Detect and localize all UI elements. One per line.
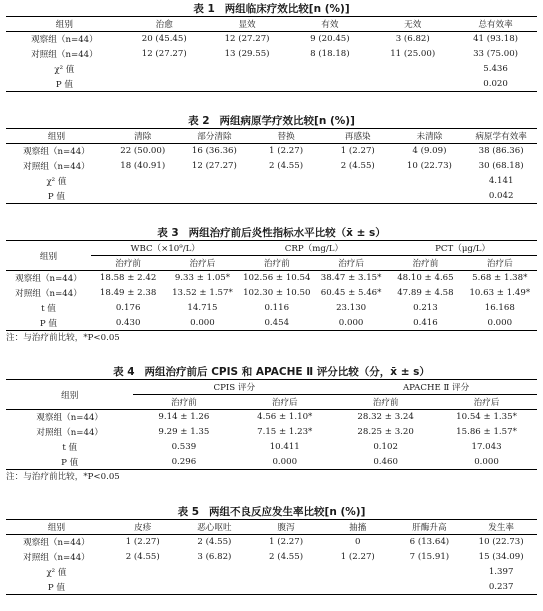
table-cell — [107, 189, 179, 204]
table-cell: 0.020 — [483, 78, 508, 89]
table-cell: 15 (34.09) — [478, 552, 524, 562]
table-cell: 2 (4.55) — [125, 552, 160, 562]
table-row — [6, 301, 537, 316]
table-cell — [322, 189, 394, 204]
table-5-header-row — [6, 520, 537, 535]
table-3-group-header: 组别 — [39, 251, 58, 262]
table-cell — [179, 189, 251, 204]
table-cell: 9 (20.45) — [310, 34, 350, 45]
table-2-block — [6, 114, 537, 204]
table-cell: 6 (13.64) — [409, 537, 450, 548]
table-cell: 0.460 — [373, 456, 398, 467]
row-label: P 值 — [47, 191, 65, 202]
table-1 — [6, 16, 537, 92]
table-2-header: 组别 — [47, 132, 66, 142]
table-1-header-row — [6, 17, 537, 32]
table-cell: 15.86 ± 1.57* — [456, 427, 517, 437]
row-label: t 值 — [41, 304, 56, 314]
table-2-header: 清除 — [134, 132, 152, 142]
table-cell — [394, 189, 466, 204]
table-cell: 13 (29.55) — [224, 49, 270, 59]
table-cell — [371, 77, 454, 92]
table-row — [6, 410, 537, 425]
table-3-indicator-wbc: WBC（×10⁹/L） — [130, 244, 200, 254]
table-1-header: 组别 — [55, 20, 73, 30]
table-3-block — [6, 226, 537, 345]
table-5-header: 抽搐 — [349, 523, 367, 533]
table-cell: 0.237 — [488, 581, 514, 592]
table-2-header: 再感染 — [344, 132, 371, 142]
row-label: 观察组（n=44） — [36, 413, 104, 424]
table-cell: 47.89 ± 4.58 — [397, 288, 454, 298]
table-row — [6, 580, 537, 595]
table-5-title: 两组不良反应发生率比较[n (%)] — [209, 506, 366, 518]
table-3-label: 表 3 — [157, 227, 179, 239]
table-row — [6, 316, 537, 331]
table-cell: 2 (4.55) — [197, 537, 232, 548]
table-5-header: 腹泻 — [277, 523, 295, 533]
table-5-header: 发生率 — [488, 523, 515, 533]
table-cell: 0.116 — [264, 303, 290, 313]
table-cell: 102.30 ± 10.50 — [243, 288, 311, 298]
table-3-subheader: 治疗前 — [240, 256, 314, 271]
table-cell: 38.47 ± 3.15* — [320, 273, 382, 284]
table-cell: 9.33 ± 1.05* — [174, 273, 231, 284]
table-cell — [322, 580, 394, 595]
row-label: χ² 值 — [46, 177, 67, 187]
table-cell: 10.411 — [269, 442, 300, 452]
table-cell — [179, 174, 251, 189]
table-cell: 7 (15.91) — [409, 552, 450, 562]
table-cell: 12 (27.27) — [224, 34, 270, 45]
table-cell: 1.397 — [488, 567, 514, 577]
table-cell: 9.14 ± 1.26 — [158, 412, 210, 423]
table-cell: 9.29 ± 1.35 — [158, 427, 210, 437]
table-row — [6, 271, 537, 286]
table-cell: 0.102 — [373, 442, 398, 452]
table-2-header: 部分清除 — [197, 132, 232, 142]
table-cell: 8 (18.18) — [310, 49, 350, 59]
table-cell: 0.296 — [171, 456, 197, 467]
table-cell: 0.454 — [264, 317, 290, 328]
table-cell — [288, 62, 371, 77]
table-cell: 1 (2.27) — [269, 537, 304, 548]
table-5-caption — [6, 505, 537, 519]
table-3-header-row — [6, 241, 537, 256]
table-cell: 18.49 ± 2.38 — [99, 288, 157, 298]
table-cell: 10 (22.73) — [478, 537, 524, 548]
table-5-header: 肝酶升高 — [412, 523, 447, 533]
table-row — [6, 455, 537, 470]
table-row — [6, 565, 537, 580]
table-cell: 0.042 — [488, 190, 514, 201]
table-5-block — [6, 505, 537, 595]
table-1-header: 有效 — [321, 20, 339, 30]
table-cell: 7.15 ± 1.23* — [257, 427, 313, 437]
table-4-subheader: 治疗前 — [335, 395, 436, 410]
table-cell: 0.000 — [487, 317, 513, 328]
table-cell — [107, 174, 179, 189]
table-cell: 23.130 — [336, 303, 367, 313]
table-cell: 3 (6.82) — [197, 552, 232, 562]
table-5-header: 皮疹 — [134, 523, 152, 533]
table-cell: 16.168 — [484, 303, 515, 313]
table-cell: 33 (75.00) — [473, 49, 519, 59]
table-cell: 41 (93.18) — [473, 34, 519, 45]
table-row — [6, 189, 537, 204]
row-label: P 值 — [55, 79, 73, 90]
table-cell: 0.539 — [171, 442, 197, 452]
table-cell: 1 (2.27) — [340, 552, 375, 562]
table-cell — [179, 565, 251, 580]
table-row — [6, 32, 537, 47]
table-cell: 2 (4.55) — [269, 161, 304, 171]
table-cell: 10.63 ± 1.49* — [469, 288, 531, 298]
table-3-caption — [6, 226, 537, 240]
table-cell: 0.000 — [474, 456, 499, 467]
row-label: P 值 — [61, 457, 79, 468]
table-4-subheader: 治疗前 — [133, 395, 234, 410]
table-2-header: 病原学有效率 — [475, 132, 527, 142]
table-row — [6, 550, 537, 565]
table-cell: 1 (2.27) — [125, 537, 160, 548]
table-row — [6, 440, 537, 455]
table-4-subheader: 治疗后 — [234, 395, 335, 410]
table-cell: 2 (4.55) — [269, 552, 304, 562]
table-cell: 2 (4.55) — [340, 161, 375, 171]
table-cell — [394, 580, 466, 595]
table-row — [6, 286, 537, 301]
table-2-header: 未清除 — [416, 132, 443, 142]
table-2-caption — [6, 114, 537, 128]
table-row — [6, 47, 537, 62]
table-cell: 4.141 — [488, 176, 514, 186]
table-4-title: 两组治疗前后 CPIS 和 APACHE Ⅱ 评分比较（分，x̄ ± s） — [144, 366, 430, 378]
table-5-label: 表 5 — [177, 506, 200, 518]
table-row — [6, 77, 537, 92]
row-label: 对照组（n=44） — [23, 553, 90, 563]
table-4-indicator-cpis: CPIS 评分 — [213, 383, 256, 393]
table-cell: 12 (27.27) — [141, 49, 187, 59]
table-cell — [250, 189, 322, 204]
table-cell: 28.25 ± 3.20 — [357, 427, 414, 437]
table-cell: 11 (25.00) — [390, 49, 436, 59]
table-cell: 48.10 ± 4.65 — [397, 273, 454, 284]
table-1-block — [6, 2, 537, 92]
table-cell — [322, 565, 394, 580]
table-cell: 17.043 — [471, 442, 502, 452]
table-cell: 0.000 — [272, 456, 298, 467]
table-cell: 0 — [355, 537, 361, 548]
table-cell — [123, 62, 206, 77]
table-cell — [322, 174, 394, 189]
table-row — [6, 174, 537, 189]
table-2-label: 表 2 — [188, 115, 210, 127]
table-4-note: 注：与治疗前比较，*P<0.05 — [6, 472, 120, 482]
row-label: P 值 — [39, 318, 58, 329]
table-1-caption — [6, 2, 537, 16]
row-label: 观察组（n=44） — [23, 147, 90, 158]
table-cell: 38 (86.36) — [478, 146, 524, 157]
table-2-title: 两组病原学疗效比较[n (%)] — [219, 115, 355, 127]
table-cell — [371, 62, 454, 77]
table-cell: 13.52 ± 1.57* — [172, 288, 233, 298]
table-1-header: 总有效率 — [478, 20, 513, 30]
table-cell: 0.416 — [413, 317, 438, 328]
table-4-indicator-apache: APACHE Ⅱ 评分 — [402, 383, 470, 393]
table-4 — [6, 379, 537, 470]
table-cell: 0.000 — [338, 317, 364, 328]
table-3-subheader: 治疗前 — [388, 256, 462, 271]
table-row — [6, 62, 537, 77]
table-cell — [250, 565, 322, 580]
table-3 — [6, 240, 537, 331]
row-label: 对照组（n=44） — [31, 50, 98, 60]
table-cell: 12 (27.27) — [191, 161, 237, 171]
table-row — [6, 425, 537, 440]
table-4-header-row — [6, 380, 537, 395]
table-1-header: 治愈 — [155, 20, 173, 30]
row-label: t 值 — [62, 443, 78, 453]
table-3-subheader: 治疗后 — [165, 256, 239, 271]
row-label: χ² 值 — [46, 568, 67, 578]
table-cell: 20 (45.45) — [141, 34, 187, 45]
table-3-subheader: 治疗前 — [91, 256, 165, 271]
table-cell: 18.58 ± 2.42 — [99, 273, 157, 284]
table-cell — [107, 565, 179, 580]
row-label: 对照组（n=44） — [15, 289, 82, 299]
table-4-group-header: 组别 — [61, 390, 79, 401]
table-cell: 3 (6.82) — [395, 34, 430, 45]
table-1-header: 显效 — [238, 20, 256, 30]
table-cell — [123, 77, 206, 92]
table-cell: 28.32 ± 3.24 — [357, 412, 414, 423]
table-cell — [206, 62, 289, 77]
table-cell: 0.430 — [115, 317, 141, 328]
table-1-header: 无效 — [404, 20, 422, 30]
row-label: 对照组（n=44） — [36, 428, 104, 438]
table-3-indicator-crp: CRP（mg/L） — [284, 244, 344, 254]
table-5-header: 组别 — [47, 523, 66, 533]
table-cell — [250, 580, 322, 595]
table-cell: 102.56 ± 10.54 — [243, 273, 311, 284]
table-3-note: 注：与治疗前比较，*P<0.05 — [6, 333, 120, 343]
table-cell — [250, 174, 322, 189]
table-row — [6, 159, 537, 174]
table-cell — [107, 580, 179, 595]
table-cell — [288, 77, 371, 92]
table-cell — [179, 580, 251, 595]
table-cell: 10 (22.73) — [406, 161, 452, 171]
row-label: χ² 值 — [54, 65, 75, 75]
table-2 — [6, 128, 537, 204]
table-5 — [6, 519, 537, 595]
table-2-header-row — [6, 129, 537, 144]
table-cell: 14.715 — [187, 303, 218, 313]
table-cell: 5.68 ± 1.38* — [472, 273, 528, 284]
table-cell — [206, 77, 289, 92]
table-cell: 10.54 ± 1.35* — [456, 412, 517, 423]
row-label: P 值 — [47, 582, 65, 593]
table-cell: 30 (68.18) — [478, 161, 524, 171]
table-1-title: 两组临床疗效比较[n (%)] — [224, 3, 350, 15]
table-cell: 0.176 — [115, 303, 141, 313]
table-cell — [394, 565, 466, 580]
table-row — [6, 144, 537, 159]
table-row — [6, 535, 537, 550]
table-3-subheader: 治疗后 — [463, 256, 537, 271]
table-4-block — [6, 365, 537, 484]
table-5-header: 恶心呕吐 — [197, 523, 232, 533]
table-3-indicator-pct: PCT（μg/L） — [435, 244, 491, 254]
row-label: 观察组（n=44） — [23, 538, 90, 549]
table-cell: 60.45 ± 5.46* — [320, 288, 382, 298]
table-cell: 4 (9.09) — [412, 146, 447, 157]
table-cell: 18 (40.91) — [120, 161, 166, 171]
table-cell: 1 (2.27) — [269, 146, 304, 157]
table-4-label: 表 4 — [113, 366, 135, 378]
table-4-subheader: 治疗后 — [436, 395, 537, 410]
table-3-subheader: 治疗后 — [314, 256, 388, 271]
table-cell: 4.56 ± 1.10* — [257, 412, 313, 423]
table-cell: 1 (2.27) — [340, 146, 375, 157]
table-cell: 22 (50.00) — [120, 146, 166, 157]
table-4-caption — [6, 365, 537, 379]
table-cell: 0.000 — [190, 317, 215, 328]
table-3-title: 两组治疗前后炎性指标水平比较（x̄ ± s） — [188, 227, 386, 239]
table-cell: 0.213 — [413, 303, 438, 313]
row-label: 观察组（n=44） — [31, 35, 98, 46]
table-cell: 5.436 — [483, 64, 508, 74]
table-cell: 16 (36.36) — [191, 146, 237, 157]
row-label: 对照组（n=44） — [23, 162, 90, 172]
table-cell — [394, 174, 466, 189]
table-1-label: 表 1 — [193, 3, 215, 15]
row-label: 观察组（n=44） — [15, 274, 82, 285]
table-2-header: 替换 — [277, 132, 295, 142]
